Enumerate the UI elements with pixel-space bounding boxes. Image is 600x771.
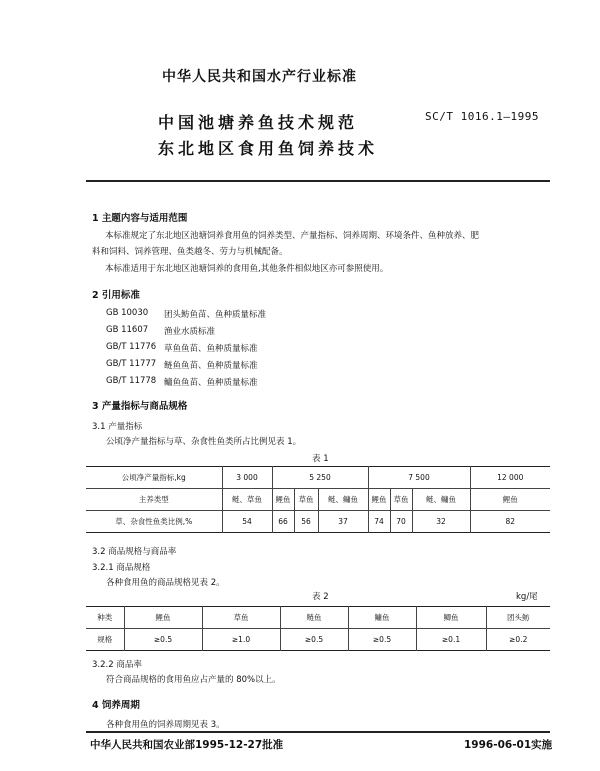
table-1-type-5: 鲤鱼 bbox=[368, 489, 390, 511]
ref-name-1: 团头鲂鱼苗、鱼种质量标准 bbox=[164, 310, 267, 320]
table-1-type-4: 鲢、鳙鱼 bbox=[318, 489, 368, 511]
ref-name-2: 渔业水质标准 bbox=[164, 327, 216, 337]
header-rule bbox=[86, 180, 550, 182]
approval-line: 中华人民共和国农业部1995-12-27批准 bbox=[90, 739, 284, 751]
table-2-caption: 表 2 bbox=[312, 592, 329, 602]
table-1-row1-label: 公顷净产量指标,kg bbox=[86, 467, 222, 489]
table-2-col0: 种类 bbox=[86, 607, 124, 629]
table-2-species-4: 鳙鱼 bbox=[348, 607, 416, 629]
table-1-row3-label: 草、杂食性鱼类比例,% bbox=[115, 517, 193, 526]
table-1-yield-3: 7 500 bbox=[368, 467, 470, 489]
table-1-type-7: 鲢、鳙鱼 bbox=[412, 489, 470, 511]
section-3-1-heading: 3.1 产量指标 bbox=[92, 422, 143, 432]
section-1-para-2: 本标准适用于东北地区池塘饲养的食用鱼,其他条件相似地区亦可参照使用。 bbox=[105, 264, 389, 274]
standard-code: SC/T 1016.1—1995 bbox=[425, 110, 539, 123]
table-1 bbox=[86, 466, 550, 533]
ref-code-5: GB/T 11778 bbox=[106, 376, 157, 386]
table-1-type-1: 鲢、草鱼 bbox=[222, 489, 272, 511]
section-3-1-text: 公顷净产量指标与草、杂食性鱼类所占比例见表 1。 bbox=[106, 437, 302, 447]
title-line-2: 东北地区食用鱼饲养技术 bbox=[158, 139, 379, 158]
ref-name-5: 鳙鱼鱼苗、鱼种质量标准 bbox=[164, 378, 258, 388]
table-2-spec-4: ≥0.5 bbox=[348, 629, 416, 651]
section-3-2-2-heading: 3.2.2 商品率 bbox=[92, 660, 142, 670]
table-1-type-6: 草鱼 bbox=[390, 489, 412, 511]
table-1-ratio-6: 70 bbox=[390, 511, 412, 533]
table-2-species-5: 鲫鱼 bbox=[416, 607, 486, 629]
table-1-type-3: 草鱼 bbox=[294, 489, 318, 511]
table-1-ratio-7: 32 bbox=[412, 511, 470, 533]
table-1-ratio-5: 74 bbox=[368, 511, 390, 533]
table-2-spec-1: ≥0.5 bbox=[124, 629, 202, 651]
table-1-type-8: 鲤鱼 bbox=[470, 489, 550, 511]
table-2-species-1: 鲤鱼 bbox=[124, 607, 202, 629]
table-1-ratio-3: 56 bbox=[294, 511, 318, 533]
section-1-para-1b: 料和饲料、饲养管理、鱼类越冬、劳力与机械配备。 bbox=[92, 247, 288, 257]
table-2-spec-2: ≥1.0 bbox=[202, 629, 280, 651]
section-4-text: 各种食用鱼的饲养周期见表 3。 bbox=[106, 720, 225, 730]
table-1-caption: 表 1 bbox=[312, 454, 329, 464]
table-1-ratio-4: 37 bbox=[318, 511, 368, 533]
section-1-para-1a: 本标准规定了东北地区池塘饲养食用鱼的饲养类型、产量指标、饲养周期、环境条件、鱼种放养、肥 bbox=[105, 231, 480, 241]
issuing-org: 中华人民共和国水产行业标准 bbox=[162, 69, 357, 85]
table-1-yield-4: 12 000 bbox=[470, 467, 550, 489]
table-2-spec-3: ≥0.5 bbox=[280, 629, 348, 651]
section-3-2-1-text: 各种食用鱼的商品规格见表 2。 bbox=[106, 578, 225, 588]
section-4-heading: 4 饲养周期 bbox=[92, 700, 140, 711]
ref-name-4: 鲢鱼鱼苗、鱼种质量标准 bbox=[164, 361, 258, 371]
table-1-yield-1: 3 000 bbox=[222, 467, 272, 489]
table-1-type-2: 鲤鱼 bbox=[272, 489, 294, 511]
section-1-heading: 1 主题内容与适用范围 bbox=[92, 213, 188, 224]
table-2-unit: kg/尾 bbox=[516, 592, 538, 602]
section-2-heading: 2 引用标准 bbox=[92, 290, 140, 301]
table-2-species-3: 鲢鱼 bbox=[280, 607, 348, 629]
ref-code-4: GB/T 11777 bbox=[106, 359, 157, 369]
ref-name-3: 草鱼鱼苗、鱼种质量标准 bbox=[164, 344, 258, 354]
table-2-species-6: 团头鲂 bbox=[486, 607, 550, 629]
section-3-2-2-text: 符合商品规格的食用鱼应占产量的 80%以上。 bbox=[106, 675, 281, 685]
table-2-spec-6: ≥0.2 bbox=[486, 629, 550, 651]
section-3-2-heading: 3.2 商品规格与商品率 bbox=[92, 547, 177, 557]
table-1-ratio-2: 66 bbox=[272, 511, 294, 533]
table-2-spec-5: ≥0.1 bbox=[416, 629, 486, 651]
ref-code-2: GB 11607 bbox=[106, 325, 149, 335]
table-1-ratio-8: 82 bbox=[470, 511, 550, 533]
title-line-1: 中国池塘养鱼技术规范 bbox=[158, 113, 359, 132]
table-1-row2-label: 主养类型 bbox=[86, 489, 222, 511]
ref-code-3: GB/T 11776 bbox=[106, 342, 157, 352]
ref-code-1: GB 10030 bbox=[106, 308, 149, 318]
table-2 bbox=[86, 606, 550, 651]
implementation-date: 1996-06-01实施 bbox=[464, 739, 553, 751]
table-2-row-label: 规格 bbox=[97, 635, 113, 644]
table-2-species-2: 草鱼 bbox=[202, 607, 280, 629]
footer-rule bbox=[86, 731, 550, 733]
section-3-2-1-heading: 3.2.1 商品规格 bbox=[92, 563, 151, 573]
table-1-yield-2: 5 250 bbox=[272, 467, 368, 489]
section-3-heading: 3 产量指标与商品规格 bbox=[92, 401, 188, 412]
table-1-ratio-1: 54 bbox=[222, 511, 272, 533]
